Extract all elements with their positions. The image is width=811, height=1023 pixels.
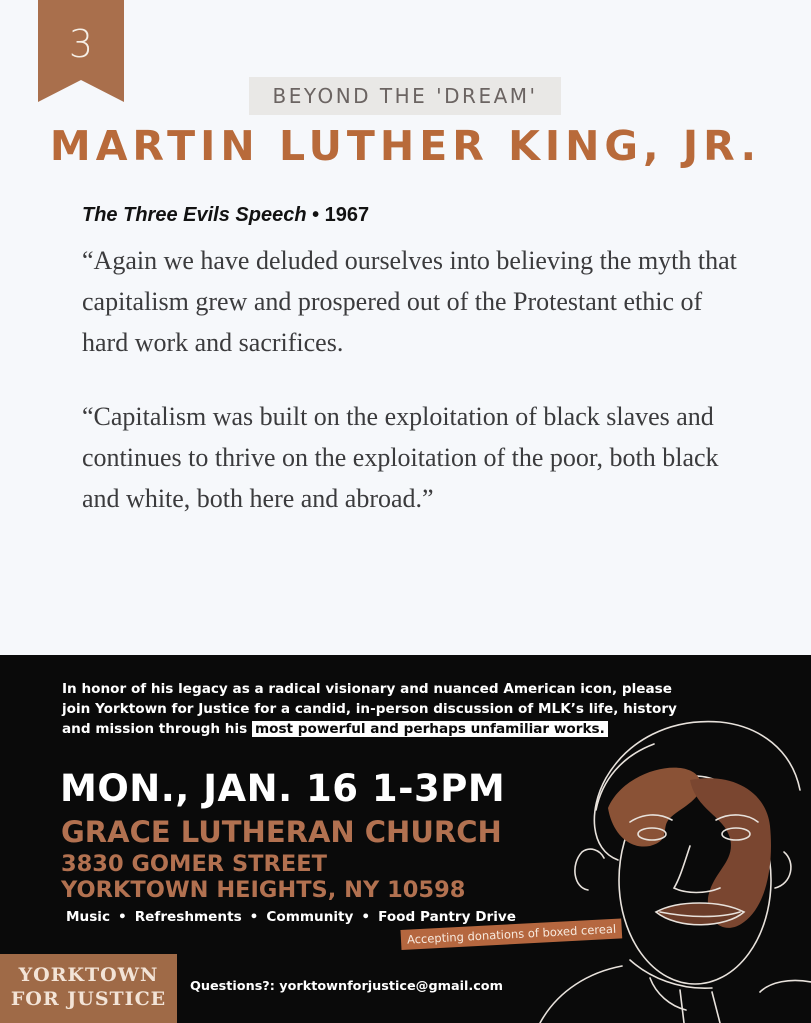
quote-paragraph-2: “Capitalism was built on the exploitation of black slaves and continues to thrive on the exploitation of the poor, both black and white, both here and abroad.” — [82, 402, 719, 513]
tag-item: Refreshments — [134, 909, 242, 925]
kicker-label: BEYOND THE 'DREAM' — [249, 77, 561, 115]
speech-title: The Three Evils Speech — [82, 204, 307, 226]
tag-item: Food Pantry Drive — [378, 909, 516, 925]
tag-item: Community — [266, 909, 354, 925]
event-tags — [66, 909, 516, 925]
logo-line-1: YORKTOWN — [18, 964, 159, 986]
contact-email: Questions?: yorktownforjustice@gmail.com — [190, 979, 503, 994]
venue-city: YORKTOWN HEIGHTS, NY 10598 — [61, 877, 466, 903]
event-intro-text: In honor of his legacy as a radical visionary and nuanced American icon, please join Yorktown for Justice for a candid, in-person discussion of MLK’s life, history and mission through his — [62, 681, 677, 737]
logo-line-2: FOR JUSTICE — [10, 988, 167, 1010]
speech-separator: • — [312, 204, 320, 226]
slide-number: 3 — [68, 22, 94, 66]
tag-separator: • — [361, 909, 371, 925]
tag-item: Music — [66, 909, 111, 925]
page-title: MARTIN LUTHER KING, JR. — [49, 122, 762, 170]
event-date-time: MON., JAN. 16 1-3PM — [60, 767, 506, 810]
venue-street: 3830 GOMER STREET — [61, 851, 327, 877]
quote-paragraph-1: “Again we have deluded ourselves into believing the myth that capitalism grew and prospered out of the Protestant ethic of hard work and sacrifices. — [82, 246, 737, 357]
speech-heading — [82, 204, 369, 227]
tag-separator: • — [118, 909, 127, 925]
speech-year: 1967 — [324, 204, 370, 226]
event-description — [62, 679, 702, 739]
donation-note: Accepting donations of boxed cereal — [400, 918, 622, 950]
venue-name: GRACE LUTHERAN CHURCH — [61, 815, 502, 849]
tag-separator: • — [249, 909, 259, 925]
highlighted-text: most powerful and perhaps unfamiliar works. — [252, 721, 608, 737]
